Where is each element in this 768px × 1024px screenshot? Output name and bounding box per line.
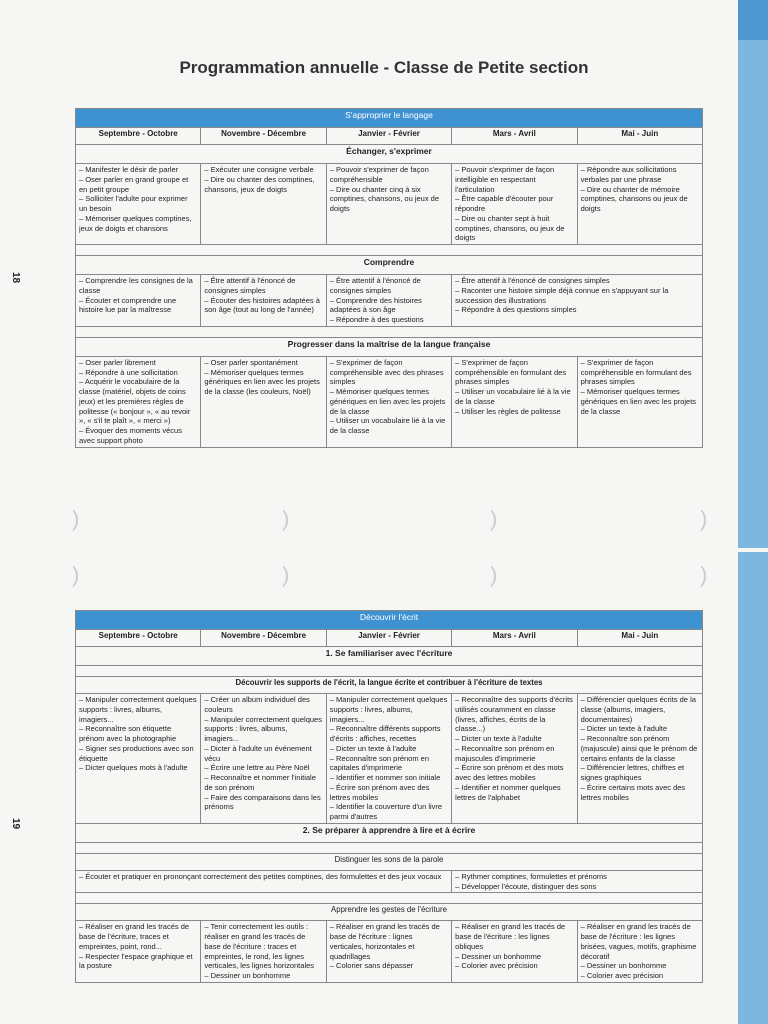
list-item: – Raconter une histoire simple déjà connue en s'appuyant sur la succession des illustrations <box>455 285 669 305</box>
list-item: – Colorier avec précision <box>580 971 664 980</box>
list-item: – Comprendre des histoires adaptées à son âge <box>329 295 422 315</box>
list-item: – Mémoriser quelques comptines, jeux de doigts et chansons <box>79 213 192 233</box>
month-header: Mai - Juin <box>577 630 702 647</box>
table-row <box>76 356 703 447</box>
month-header: Mars - Avril <box>452 630 577 647</box>
page-title: Programmation annuelle - Classe de Petite section <box>179 58 589 77</box>
cell <box>76 275 201 327</box>
list-item: – Oser parler spontanément <box>204 357 298 367</box>
list-item: – Reconnaître et nommer l'initiale de son prénom <box>204 773 316 792</box>
binder-ring-icon: ) <box>72 562 80 587</box>
list-item: – Pouvoir s'exprimer de façon compréhensible <box>329 165 429 184</box>
list-item: – Identifier la couverture d'un livre parmi d'autres <box>329 802 443 821</box>
list-item: – Utiliser les règles de politesse <box>455 406 561 416</box>
list-item: – Développer l'écoute, distinguer des sons <box>455 881 597 891</box>
subsection-title: Distinguer les sons de la parole <box>76 853 703 870</box>
spacer <box>76 326 703 337</box>
list-item: – Utiliser un vocabulaire lié à la vie de la classe <box>329 416 446 435</box>
list-item: – Différencier lettres, chiffres et signes graphiques <box>580 763 685 782</box>
month-header: Septembre - Octobre <box>76 128 201 145</box>
section-title: Échanger, s'exprimer <box>76 145 703 164</box>
list-item: – Dicter à l'adulte un événement vécu <box>204 743 312 763</box>
list-item: – Oser parler librement <box>79 357 156 367</box>
list-item: – Être attentif à l'énoncé de consignes simples <box>455 276 610 285</box>
month-header: Novembre - Décembre <box>201 630 326 647</box>
binder-ring-icon: ) <box>282 506 290 531</box>
cell <box>201 694 326 824</box>
list-item: – Comprendre les consignes de la classe <box>79 276 193 295</box>
list-item: – Exécuter une consigne verbale <box>204 165 314 174</box>
spacer <box>76 842 703 853</box>
list-item: – Être capable d'écouter pour répondre <box>455 194 554 213</box>
list-item: – Manipuler correctement quelques supports : livres, albums, imagiers... <box>329 695 448 724</box>
subsection-title: Apprendre les gestes de l'écriture <box>76 904 703 921</box>
list-item: – Réaliser en grand les tracés de base de l'écriture : les lignes obliques <box>455 922 566 951</box>
cell <box>326 356 451 447</box>
list-item: – Écouter et comprendre une histoire lue par la maîtresse <box>79 295 177 315</box>
cell <box>577 356 702 447</box>
table-ecrit <box>75 610 703 983</box>
month-header: Mai - Juin <box>577 128 702 145</box>
cell <box>577 921 702 983</box>
table-row <box>76 921 703 983</box>
list-item: – Tenir correctement les outils : réaliser en grand les tracés de base de l'écriture : traces et empreintes, le rond, les lignes verticales, les lignes horizontales <box>204 922 315 971</box>
list-item: – Dessiner un bonhomme <box>580 961 667 971</box>
cell <box>326 921 451 983</box>
binder-ring-icon: ) <box>72 506 80 531</box>
binder-ring-icon: ) <box>490 562 498 587</box>
list-item: – Reconnaître son prénom (majuscule) ainsi que le prénom de certains enfants de la classe <box>580 734 698 763</box>
list-item: – Identifier et nommer son initiale <box>329 773 441 782</box>
list-item: – Répondre à des questions simples <box>455 305 577 315</box>
list-item: – S'exprimer de façon compréhensible avec des phrases simples <box>329 357 444 387</box>
cell <box>452 694 577 824</box>
list-item: – Réaliser en grand les tracés de base de l'écriture : lignes verticales, horizontales et quadrillages <box>329 922 440 961</box>
cell <box>76 694 201 824</box>
cell <box>452 356 577 447</box>
list-item: – Reconnaître son étiquette prénom avec la photographie <box>79 724 177 743</box>
list-item: – Écrire son prénom et des mots avec des lettres mobiles <box>455 763 564 782</box>
list-item: – Dicter un texte à l'adulte <box>580 724 668 734</box>
list-item: – Écouter et pratiquer en prononçant correctement des petites comptines, des formulettes et des jeux vocaux <box>79 871 442 881</box>
list-item: – Évoquer des moments vécus avec support photo <box>79 426 182 445</box>
list-item: – Dicter quelques mots à l'adulte <box>79 763 188 773</box>
list-item: – Utiliser un vocabulaire lié à la vie de la classe <box>455 387 571 406</box>
section-title: Comprendre <box>76 256 703 275</box>
list-item: – Répondre à une sollicitation <box>79 367 178 377</box>
list-item: – Répondre à des questions <box>329 315 424 324</box>
section-title: 1. Se familiariser avec l'écriture <box>76 647 703 666</box>
table-row <box>76 694 703 824</box>
list-item: – Écrire son prénom avec des lettres mobiles <box>329 782 430 802</box>
table-langage <box>75 108 703 448</box>
table-row <box>76 164 703 245</box>
list-item: – Écrire une lettre au Père Noël <box>204 763 310 773</box>
list-item: – Rythmer comptines, formulettes et prénoms <box>455 871 607 881</box>
list-item: – Manipuler correctement quelques supports : livres, albums, imagiers... <box>204 714 322 743</box>
table-row <box>76 870 703 893</box>
cell <box>452 921 577 983</box>
list-item: – Reconnaître son prénom en capitales d'imprimerie <box>329 753 430 773</box>
cell <box>201 356 326 447</box>
list-item: – Dessiner un bonhomme <box>455 951 542 961</box>
list-item: – S'exprimer de façon compréhensible en formulant des phrases simples <box>455 357 567 387</box>
list-item: – Reconnaître des supports d'écrits utilisés couramment en classe (livres, affiches, écrits de la classe...) <box>455 695 573 734</box>
list-item: – Créer un album individuel des couleurs <box>204 695 310 714</box>
page-number-18: 18 <box>10 271 22 284</box>
binder-ring-icon: ) <box>282 562 290 587</box>
binder-ring-icon: ) <box>490 506 498 531</box>
list-item: – Solliciter l'adulte pour exprimer un besoin <box>79 194 188 213</box>
list-item: – S'exprimer de façon compréhensible en formulant des phrases simples <box>580 357 692 387</box>
list-item: – Mémoriser quelques termes génériques en lien avec les projets de la classe <box>329 387 446 416</box>
band-langage: S'approprier le langage <box>76 109 703 128</box>
cell <box>452 275 703 327</box>
cell <box>201 921 326 983</box>
list-item: – Réaliser en grand les tracés de base de l'écriture : les lignes brisées, vagues, motifs, graphisme décoratif <box>580 922 697 961</box>
list-item: – Dessiner un bonhomme <box>204 971 291 980</box>
month-header: Septembre - Octobre <box>76 630 201 647</box>
cell <box>76 870 452 893</box>
side-tab-bottom <box>738 552 768 1024</box>
list-item: – Différencier quelques écrits de la classe (albums, imagiers, documentaires) <box>580 695 696 724</box>
list-item: – Identifier et nommer quelques lettres de l'alphabet <box>455 782 561 802</box>
list-item: – Dire ou chanter de mémoire comptines, chansons ou jeux de doigts <box>580 184 688 213</box>
cell <box>577 164 702 245</box>
cell <box>76 921 201 983</box>
list-item: – Dicter un texte à l'adulte <box>329 743 417 753</box>
list-item: – Acquérir le vocabulaire de la classe (matériel, objets de coins jeux) et les premières règles de politesse (« bonjour », « au revoir », « s'il te plaît », « merci ») <box>79 377 191 426</box>
list-item: – Colorier sans dépasser <box>329 961 414 971</box>
table-row <box>76 275 703 327</box>
side-tab-marker <box>738 0 768 40</box>
list-item: – Pouvoir s'exprimer de façon intelligible en respectant l'articulation <box>455 165 555 194</box>
list-item: – Reconnaître différents supports d'écrits : affiches, recettes <box>329 724 441 743</box>
month-header: Janvier - Février <box>326 128 451 145</box>
list-item: – Mémoriser quelques termes génériques en lien avec les projets de la classe (les couleurs, Noël) <box>204 367 320 396</box>
list-item: – Dire ou chanter sept à huit comptines, chansons, ou jeux de doigts <box>455 213 565 243</box>
list-item: – Être attentif à l'énoncé de consignes simples <box>329 276 421 295</box>
cell <box>76 356 201 447</box>
list-item: – Dire ou chanter cinq à six comptines, chansons, ou jeux de doigts <box>329 184 440 213</box>
list-item: – Répondre aux sollicitations verbales par une phrase <box>580 165 677 184</box>
cell <box>201 164 326 245</box>
list-item: – Manifester le désir de parler <box>79 165 179 174</box>
list-item: – Mémoriser quelques termes génériques en lien avec les projets de la classe <box>580 387 697 416</box>
cell <box>452 870 703 893</box>
month-header: Mars - Avril <box>452 128 577 145</box>
page-number-19: 19 <box>10 817 22 830</box>
cell <box>201 275 326 327</box>
subsection-title: Découvrir les supports de l'écrit, la langue écrite et contribuer à l'écriture de textes <box>76 677 703 694</box>
list-item: – Être attentif à l'énoncé de consignes simples <box>204 276 296 295</box>
binder-ring-icon: ) <box>700 506 708 531</box>
cell <box>326 275 451 327</box>
spacer <box>76 666 703 677</box>
band-ecrit: Découvrir l'écrit <box>76 611 703 630</box>
cell <box>577 694 702 824</box>
section-title: Progresser dans la maîtrise de la langue française <box>76 337 703 356</box>
side-tab-top <box>738 0 768 548</box>
list-item: – Oser parler en grand groupe et en petit groupe <box>79 174 189 194</box>
list-item: – Reconnaître son prénom en majuscules d'imprimerie <box>455 743 555 763</box>
cell <box>326 694 451 824</box>
list-item: – Faire des comparaisons dans les prénoms <box>204 792 321 812</box>
section-title: 2. Se préparer à apprendre à lire et à écrire <box>76 823 703 842</box>
cell <box>452 164 577 245</box>
list-item: – Dire ou chanter des comptines, chansons, jeux de doigts <box>204 174 315 194</box>
list-item: – Dicter un texte à l'adulte <box>455 734 542 743</box>
list-item: – Écrire certains mots avec des lettres mobiles <box>580 782 686 802</box>
month-header: Janvier - Février <box>326 630 451 647</box>
list-item: – Respecter l'espace graphique et la posture <box>79 951 193 971</box>
list-item: – Écouter des histoires adaptées à son âge (tout au long de l'année) <box>204 295 320 315</box>
spacer <box>76 245 703 256</box>
cell <box>326 164 451 245</box>
list-item: – Colorier avec précision <box>455 961 538 971</box>
list-item: – Signer ses productions avec son étiquette <box>79 743 194 763</box>
binder-ring-icon: ) <box>700 562 708 587</box>
spacer <box>76 893 703 904</box>
month-header: Novembre - Décembre <box>201 128 326 145</box>
cell <box>76 164 201 245</box>
list-item: – Réaliser en grand les tracés de base de l'écriture, traces et empreintes, point, rond... <box>79 922 190 951</box>
list-item: – Manipuler correctement quelques supports : livres, albums, imagiers... <box>79 695 197 724</box>
